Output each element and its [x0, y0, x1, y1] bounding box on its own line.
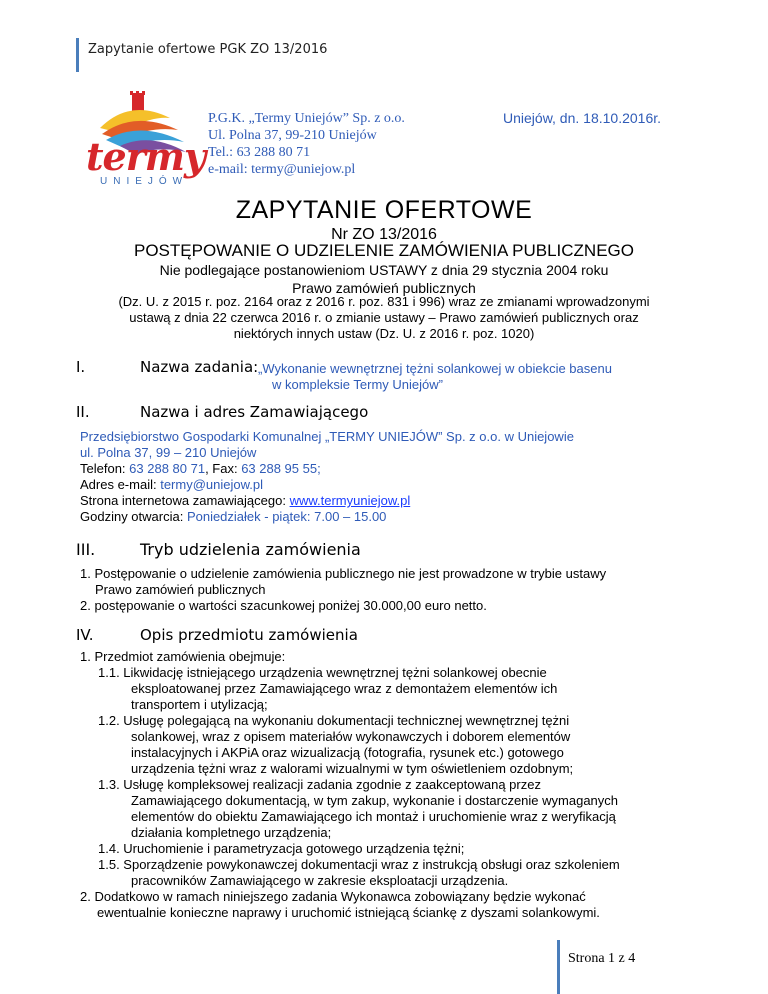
email-line: Adres e-mail: termy@uniejow.pl — [80, 477, 263, 492]
contracting-authority: Przedsiębiorstwo Gospodarki Komunalnej „TERMY UNIEJÓW” Sp. z o.o. w Uniejowie ul. Polna 37, 99 – 210 Uniejów Telefon: 63 288 80 71, Fax: 63 288 95 55; Adres e-mail: termy@uniejow.pl Strona internetowa zamawiającego: www.termyuniejow.pl Godziny otwarcia: Poniedziałek - piątek: 7.00 – 15.00 — [80, 429, 574, 524]
list-item: 2. Dodatkowo w ramach niniejszego zadania Wykonawca zobowiązany będzie wykonać — [80, 889, 586, 904]
list-item: solankowej, wraz z opisem materiałów wykonawczych i doborem elementów — [131, 729, 571, 744]
page-header: Zapytanie ofertowe PGK ZO 13/2016 — [88, 42, 328, 57]
list-item: 1. Przedmiot zamówienia obejmuje: — [80, 649, 286, 664]
website-line: Strona internetowa zamawiającego: www.termyuniejow.pl — [80, 493, 411, 508]
document-title: ZAPYTANIE OFERTOWE — [235, 196, 533, 224]
task-name: „Wykonanie wewnętrznej tężni solankowej w obiekcie basenu — [258, 361, 612, 376]
company-name: P.G.K. „Termy Uniejów” Sp. z o.o. — [208, 111, 405, 126]
company-phone: Tel.: 63 288 80 71 — [208, 145, 311, 160]
section-4-title: Opis przedmiotu zamówienia — [140, 626, 358, 644]
section-1-label: Nazwa zadania: — [140, 358, 259, 376]
website-link[interactable]: www.termyuniejow.pl — [289, 493, 411, 508]
list-item: Prawo zamówień publicznych — [95, 582, 266, 597]
list-item: pracowników Zamawiającego w zakresie eksploatacji urządzenia. — [131, 873, 509, 888]
list-item: działania kompletnego urządzenia; — [131, 825, 332, 840]
section-4-number: IV. — [76, 626, 94, 644]
list-item: 1.2. Usługę polegającą na wykonaniu dokumentacji technicznej wewnętrznej tężni — [98, 713, 570, 728]
company-info — [208, 110, 405, 178]
list-item: 1.3. Usługę kompleksowej realizacji zadania zgodnie z zaakceptowaną przez — [98, 777, 541, 792]
termy-logo — [80, 88, 206, 188]
list-item: 1. Postępowanie o udzielenie zamówienia publicznego nie jest prowadzone w trybie ustawy — [80, 566, 607, 581]
list-item: 1.5. Sporządzenie powykonawczej dokumentacji wraz z instrukcją obsługi oraz szkoleniem — [98, 857, 620, 872]
section-2-number: II. — [76, 403, 90, 421]
page-number: Strona 1 z 4 — [568, 951, 636, 966]
section-2-title: Nazwa i adres Zamawiającego — [140, 403, 369, 421]
list-item: 1.1. Likwidację istniejącego urządzenia wewnętrznej tężni solankowej obecnie — [98, 665, 547, 680]
list-item: instalacyjnych i AKPiA oraz wizualizacją (fotografia, rysunek etc.) gotowego — [131, 745, 564, 760]
header-accent-bar — [76, 38, 79, 72]
hours-line: Godziny otwarcia: Poniedziałek - piątek: 7.00 – 15.00 — [80, 509, 387, 524]
list-item: elementów do obiektu Zamawiającego ich montaż i uruchomienie wraz z weryfikacją — [131, 809, 616, 824]
list-item: transportem i utylizacją; — [131, 697, 268, 712]
list-item: 2. postępowanie o wartości szacunkowej poniżej 30.000,00 euro netto. — [80, 598, 487, 613]
list-item: Zamawiającego dokumentacją, w tym zakup, wykonanie i dostarczenie wymaganych — [131, 793, 619, 808]
task-name-cont: w kompleksie Termy Uniejów” — [272, 377, 443, 392]
company-email: e-mail: termy@uniejow.pl — [208, 162, 356, 177]
list-item: urządzenia tężni wraz z walorami wizualnymi w tym oświetleniem ozdobnym; — [131, 761, 574, 776]
procedure-heading: POSTĘPOWANIE O UDZIELENIE ZAMÓWIENIA PUBLICZNEGO — [134, 241, 634, 260]
company-address: Ul. Polna 37, 99-210 Uniejów — [208, 128, 377, 143]
email-value: termy@uniejow.pl — [160, 477, 263, 492]
logo-subtitle: UNIEJÓW — [100, 176, 189, 187]
footer-accent-bar — [557, 940, 560, 994]
section-3-title: Tryb udzielenia zamówienia — [140, 540, 361, 559]
list-item: eksploatowanej przez Zamawiającego wraz z demontażem elementów ich — [131, 681, 558, 696]
legal-reference: (Dz. U. z 2015 r. poz. 2164 oraz z 2016 r. poz. 831 i 996) wraz ze zmianami wprowadzonymi ustawą z dnia 22 czerwca 2016 r. o zmianie ustawy – Prawo zamówień publicznych oraz niektórych innych ustaw (Dz. U. z 2016 r. poz. 1020) — [118, 294, 650, 341]
list-item: 1.4. Uruchomienie i parametryzacja gotowego urządzenia tężni; — [98, 841, 465, 856]
logo-wordmark: termy — [86, 134, 206, 179]
list-item: ewentualnie konieczne naprawy i uruchomić istniejącą ściankę z dyszami solankowymi. — [97, 905, 600, 920]
exemption-note: Nie podlegające postanowieniom USTAWY z dnia 29 stycznia 2004 roku Prawo zamówień publicznych — [159, 262, 609, 296]
section-1-number: I. — [76, 358, 86, 376]
phone-fax-line: Telefon: 63 288 80 71, Fax: 63 288 95 55; — [80, 461, 321, 476]
document-number: Nr ZO 13/2016 — [331, 226, 437, 243]
section-3-number: III. — [76, 540, 96, 559]
document-date: Uniejów, dn. 18.10.2016r. — [503, 110, 662, 126]
